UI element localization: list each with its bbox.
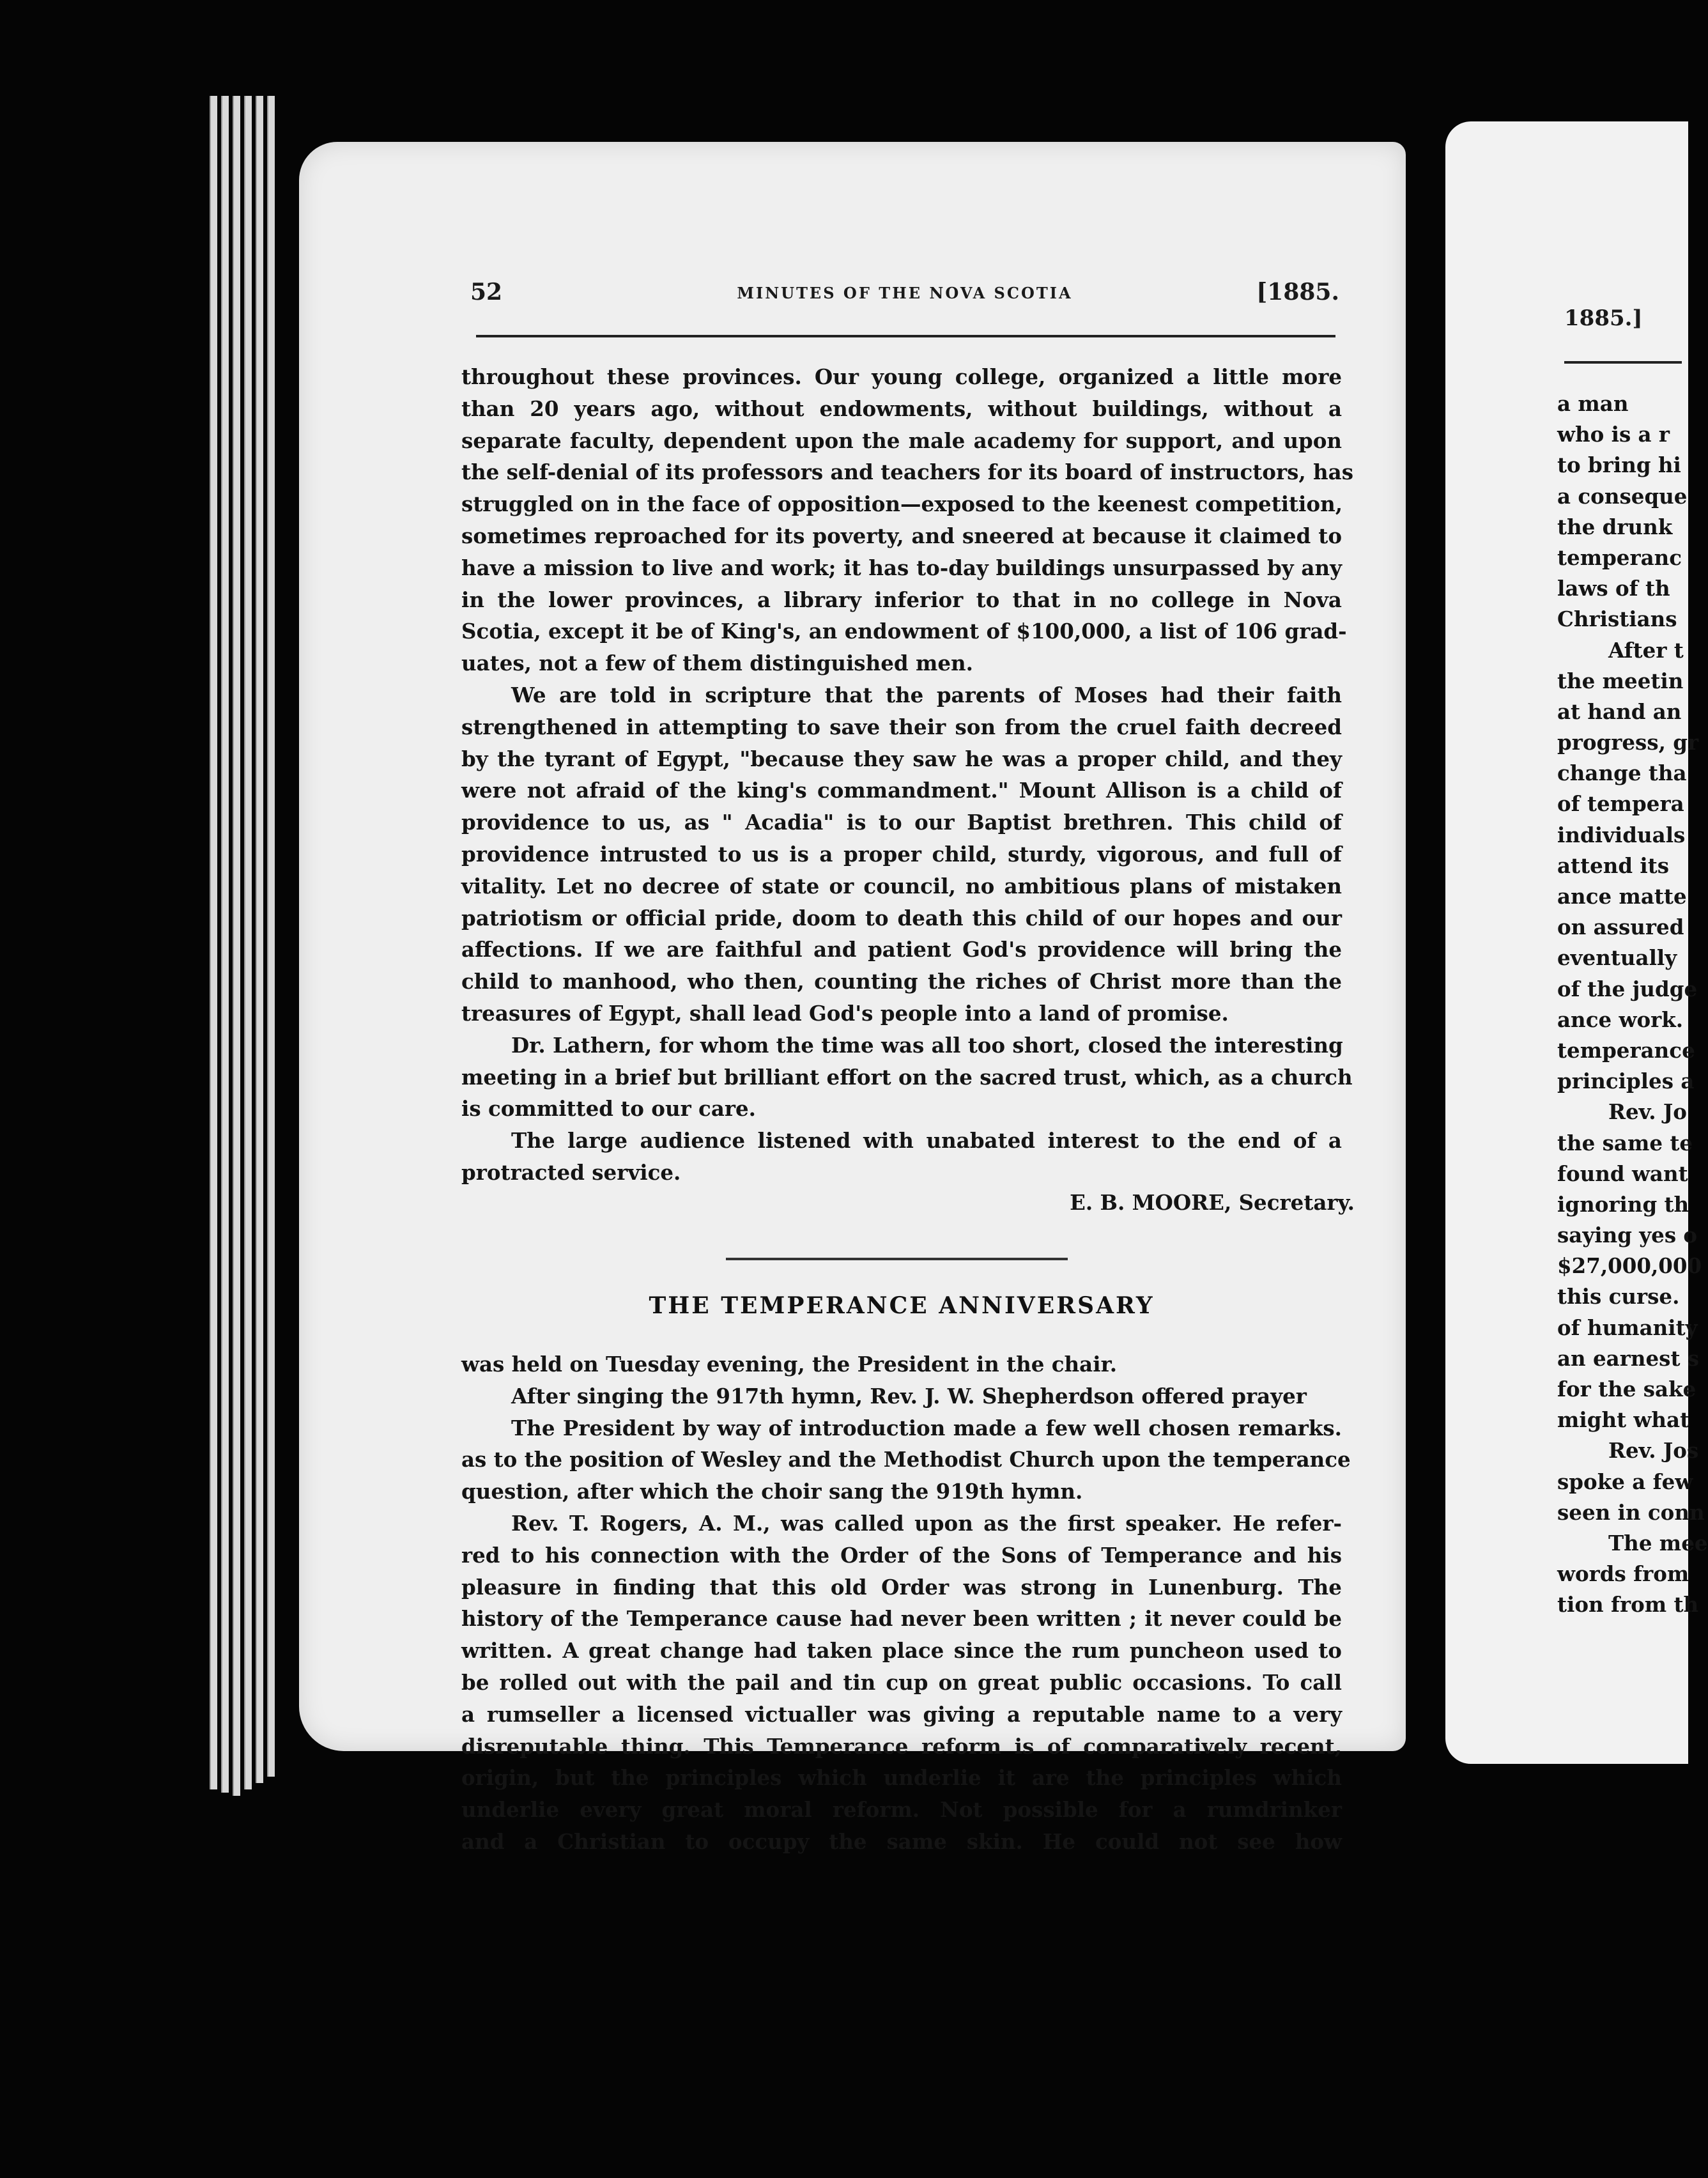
text-line: treasures of Egypt, shall lead God's people into a land of promise. [461,1000,1229,1026]
text-line: principles a [1557,1069,1695,1094]
text-line: strengthened in attempting to save their son from the cruel faith decreed [461,714,1342,739]
text-line: vitality. Let no decree of state or council, no ambitious plans of mistaken [461,873,1342,899]
text-line: in the lower provinces, a library inferior to that in no college in Nova [461,587,1342,612]
text-line: underlie every great moral reform. Not possible for a rumdrinker [461,1797,1342,1823]
signature: E. B. MOORE, Secretary. [1070,1190,1355,1215]
text-line: red to his connection with the Order of the Sons of Temperance and his [461,1542,1342,1568]
text-line: providence to us, as " Acadia" is to our Baptist brethren. This child of [461,810,1342,835]
page-edge [233,96,240,1796]
text-line: sometimes reproached for its poverty, and sneered at because it claimed to [461,523,1342,548]
header-rule [476,335,1335,337]
text-line: individuals [1557,822,1686,847]
text-line: by the tyrant of Egypt, "because they saw he was a proper child, and they [461,746,1342,771]
text-line: Scotia, except it be of King's, an endowment of $100,000, a list of 106 grad- [461,619,1347,644]
text-line: a rumseller a licensed victualler was giving a reputable name to a very [461,1701,1342,1727]
text-line: question, after which the choir sang the 919th hymn. [461,1479,1083,1504]
text-line: temperanc [1557,544,1682,570]
text-line: history of the Temperance cause had never been written ; it never could be [461,1606,1342,1632]
text-line: was held on Tuesday evening, the President in the chair. [461,1352,1118,1377]
text-line: Rev. Jos [1608,1438,1699,1464]
text-line: patriotism or official pride, doom to death this child of our hopes and our [461,905,1342,931]
text-line: the self-denial of its professors and teachers for its board of instructors, has [461,460,1354,485]
header-year: [1885. [1256,279,1339,305]
text-line: a conseque [1557,483,1688,509]
text-line: progress, gr [1557,730,1699,755]
text-line: providence intrusted to us is a proper child, sturdy, vigorous, and full of [461,841,1342,867]
text-line: of tempera [1557,791,1684,817]
text-line: ignoring th [1557,1191,1689,1217]
text-line: The large audience listened with unabated interest to the end of a [511,1128,1342,1154]
text-line: the meetin [1557,668,1684,693]
page-edge [256,96,263,1783]
page-header [470,279,1339,311]
text-line: for the sake [1557,1377,1696,1402]
text-line: seen in conn [1557,1499,1705,1525]
text-line: the same te [1557,1130,1693,1155]
text-line: Christians [1557,606,1677,632]
text-line: After singing the 917th hymn, Rev. J. W. Shepherdson offered prayer [511,1383,1307,1409]
text-line: the drunk [1557,514,1673,539]
text-line: The President by way of introduction made a few well chosen remarks. [511,1415,1342,1440]
page-edge [210,96,217,1789]
text-line: of the judge [1557,976,1698,1001]
text-line: have a mission to live and work; it has to-day buildings unsurpassed by any [461,555,1342,580]
text-line: an earnest s [1557,1345,1700,1371]
text-line: this curse. [1557,1284,1680,1309]
text-line: laws of th [1557,576,1670,601]
text-line: attend its [1557,853,1670,878]
text-line: found want [1557,1161,1688,1186]
text-line: child to manhood, who then, counting the riches of Christ more than the [461,969,1342,994]
text-line: separate faculty, dependent upon the male academy for support, and upon [461,428,1342,453]
text-line: as to the position of Wesley and the Methodist Church upon the temperance [461,1447,1351,1472]
text-line: on assured [1557,915,1684,940]
text-line: uates, not a few of them distinguished men. [461,651,973,676]
text-line: a man [1557,391,1629,416]
page-edge [244,96,252,1789]
body-text-block-2 [461,1348,1351,1858]
text-line: of humanity [1557,1315,1698,1340]
page-number: 52 [470,279,503,305]
text-line: Rev. Jo [1608,1099,1687,1125]
right-header-rule [1564,361,1682,364]
text-line: $27,000,000 [1557,1253,1702,1279]
text-line: spoke a few [1557,1469,1693,1494]
text-line: throughout these provinces. Our young college, organized a little more [461,364,1342,389]
text-line: words from [1557,1561,1689,1587]
text-line: protracted service. [461,1159,681,1185]
page-edge [267,96,275,1777]
body-text-block-1 [461,361,1354,1189]
text-line: than 20 years ago, without endowments, without buildings, without a [461,396,1342,421]
text-line: We are told in scripture that the parents of Moses had their faith [511,682,1342,707]
text-line: tion from th [1557,1592,1699,1618]
running-title: MINUTES OF THE NOVA SCOTIA [737,284,1073,302]
text-line: change tha [1557,761,1687,786]
page-edge [221,96,229,1793]
text-line: ance work. [1557,1007,1684,1032]
right-page-text [1557,389,1708,1621]
text-line: disreputable thing. This Temperance reform is of comparatively recent, [461,1733,1342,1759]
text-line: struggled on in the face of opposition—exposed to the keenest competition, [461,491,1343,517]
text-line: Dr. Lathern, for whom the time was all too short, closed the interesting [511,1032,1343,1058]
text-line: be rolled out with the pail and tin cup on great public occasions. To call [461,1669,1342,1695]
text-line: The mee [1608,1530,1708,1556]
text-line: to bring hi [1557,452,1681,478]
text-line: origin, but the principles which underlie it are the principles which [461,1765,1342,1791]
text-line: ance matte [1557,884,1687,909]
text-line: eventually [1557,945,1677,971]
text-line: at hand an [1557,699,1682,724]
text-line: were not afraid of the king's commandment." Mount Allison is a child of [461,778,1342,803]
text-line: who is a r [1557,422,1670,447]
text-line: temperance [1557,1037,1695,1063]
text-line: might what [1557,1407,1690,1433]
text-line: After t [1608,637,1684,663]
section-divider [726,1258,1068,1260]
text-line: Rev. T. Rogers, A. M., was called upon as the first speaker. He refer- [511,1510,1342,1536]
text-line: is committed to our care. [461,1096,756,1122]
text-line: and a Christian to occupy the same skin. He could not see how [461,1828,1342,1854]
text-line: saying yes o [1557,1223,1698,1248]
section-title: THE TEMPERANCE ANNIVERSARY [649,1292,1155,1319]
text-line: meeting in a brief but brilliant effort on the sacred trust, which, as a church [461,1064,1353,1090]
text-line: written. A great change had taken place since the rum puncheon used to [461,1638,1342,1664]
text-line: affections. If we are faithful and patient God's providence will bring the [461,937,1342,962]
text-line: pleasure in finding that this old Order was strong in Lunenburg. The [461,1574,1342,1600]
right-page-year: 1885.] [1564,305,1643,331]
